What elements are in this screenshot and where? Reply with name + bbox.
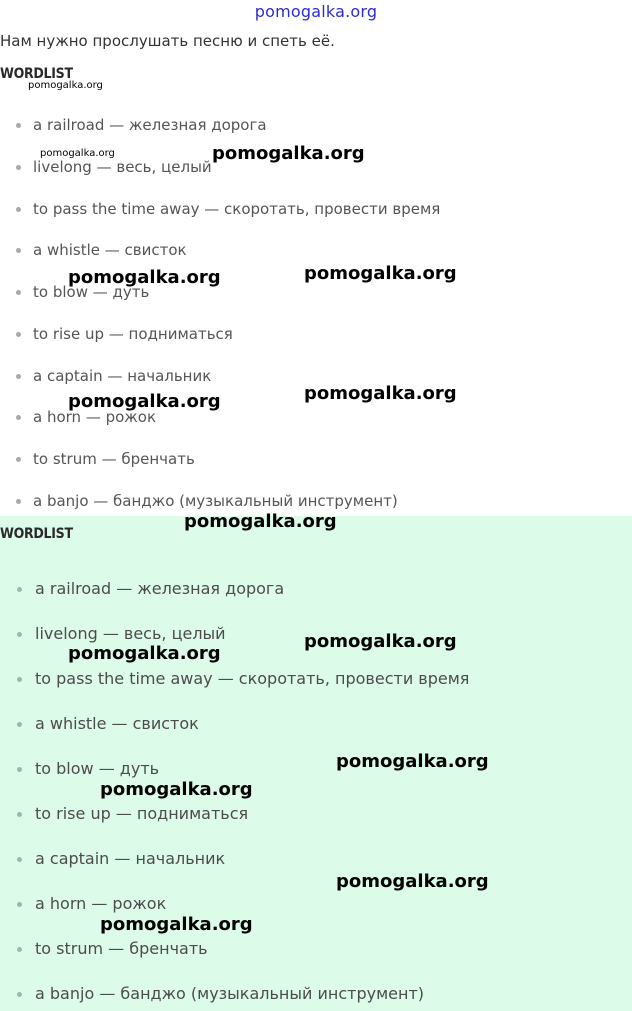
watermark: pomogalka.org: [304, 263, 457, 284]
watermark: pomogalka.org: [68, 643, 221, 664]
word-entry: a railroad — железная дорога: [33, 116, 267, 134]
intro-text: Нам нужно прослушать песню и спеть её.: [0, 32, 335, 50]
watermark: pomogalka.org: [184, 511, 337, 532]
list-item: [17, 849, 225, 868]
list-item: [17, 894, 166, 913]
word-entry: livelong — весь, целый: [33, 158, 212, 176]
word-entry: a whistle — свисток: [33, 241, 187, 259]
word-entry: a whistle — свисток: [35, 714, 199, 733]
bullet-icon: [17, 587, 22, 592]
word-entry: to strum — бренчать: [35, 939, 208, 958]
wordlist-title: WORDLIST: [0, 66, 73, 82]
list-item: [17, 624, 226, 643]
watermark: pomogalka.org: [336, 751, 489, 772]
word-entry: livelong — весь, целый: [35, 624, 226, 643]
list-item: [17, 759, 159, 778]
watermark: pomogalka.org: [100, 779, 253, 800]
watermark: pomogalka.org: [100, 914, 253, 935]
watermark: pomogalka.org: [336, 871, 489, 892]
bullet-icon: [17, 767, 22, 772]
bullet-icon: [17, 722, 22, 727]
watermark: pomogalka.org: [68, 267, 221, 288]
bullet-icon: [17, 992, 22, 997]
word-entry: to strum — бренчать: [33, 450, 195, 468]
bullet-icon: [17, 947, 22, 952]
word-entry: to pass the time away — скоротать, провести время: [33, 200, 441, 218]
word-entry: a captain — начальник: [33, 367, 212, 385]
word-entry: a captain — начальник: [35, 849, 226, 868]
bullet-icon: [17, 857, 22, 862]
word-entry: a horn — рожок: [35, 894, 167, 913]
bullet-icon: [17, 632, 22, 637]
list-item: [17, 579, 284, 598]
word-entry: a horn — рожок: [33, 408, 157, 426]
word-entry: a railroad — железная дорога: [35, 579, 285, 598]
list-item: [17, 714, 199, 733]
word-entry: a banjo — банджо (музыкальный инструмент): [35, 984, 425, 1003]
watermark: pomogalka.org: [304, 383, 457, 404]
word-entry: to blow — дуть: [35, 759, 160, 778]
site-link[interactable]: pomogalka.org: [254, 2, 378, 21]
watermark: pomogalka.org: [212, 143, 365, 164]
wordlist-title: WORDLIST: [0, 526, 73, 542]
word-entry: a banjo — банджо (музыкальный инструмент): [33, 492, 398, 510]
watermark: pomogalka.org: [28, 80, 103, 91]
list-item: [17, 669, 469, 688]
word-entry: to pass the time away — скоротать, провести время: [35, 669, 470, 688]
bullet-icon: [17, 812, 22, 817]
word-entry: to rise up — подниматься: [33, 325, 233, 343]
bullet-icon: [17, 902, 22, 907]
watermark: pomogalka.org: [40, 148, 115, 159]
watermark: pomogalka.org: [68, 391, 221, 412]
watermark: pomogalka.org: [304, 631, 457, 652]
list-item: [17, 804, 248, 823]
word-entry: to blow — дуть: [33, 283, 150, 301]
word-entry: to rise up — подниматься: [35, 804, 249, 823]
list-item: [17, 939, 208, 958]
bullet-icon: [17, 677, 22, 682]
list-item: [17, 984, 424, 1003]
